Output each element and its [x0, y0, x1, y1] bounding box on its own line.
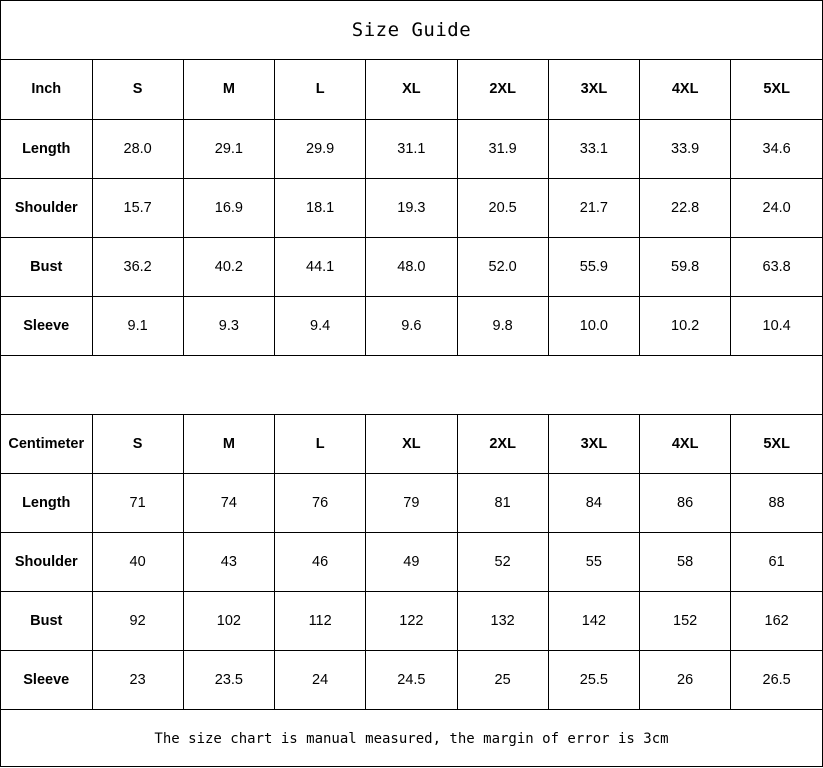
table-cell: 44.1 — [275, 237, 366, 296]
table-cell: 132 — [457, 592, 548, 651]
size-header: 4XL — [640, 415, 731, 474]
table-cell: 48.0 — [366, 237, 457, 296]
table-cell: 9.4 — [275, 296, 366, 355]
table-cell: 86 — [640, 474, 731, 533]
table-header-row — [1, 415, 822, 474]
table-cell: 24.0 — [731, 178, 822, 237]
table-row — [1, 474, 822, 533]
table-cell: 22.8 — [640, 178, 731, 237]
table-row — [1, 237, 822, 296]
table-cell: 19.3 — [366, 178, 457, 237]
table-cell: 25.5 — [548, 651, 639, 710]
table-cell: 24.5 — [366, 651, 457, 710]
table-cell: 9.8 — [457, 296, 548, 355]
table-cell: 16.9 — [183, 178, 274, 237]
size-header: XL — [366, 60, 457, 119]
table-cell: 122 — [366, 592, 457, 651]
size-header: XL — [366, 415, 457, 474]
row-label: Sleeve — [1, 651, 92, 710]
size-header: 3XL — [548, 415, 639, 474]
table-row — [1, 533, 822, 592]
table-cell: 18.1 — [275, 178, 366, 237]
size-header: L — [275, 415, 366, 474]
table-cell: 59.8 — [640, 237, 731, 296]
table-cell: 29.9 — [275, 119, 366, 178]
unit-label-inch: Inch — [1, 60, 92, 119]
table-cell: 25 — [457, 651, 548, 710]
table-row — [1, 178, 822, 237]
table-row — [1, 592, 822, 651]
table-cell: 88 — [731, 474, 822, 533]
table-cell: 31.9 — [457, 119, 548, 178]
size-header: 2XL — [457, 415, 548, 474]
table-cell: 63.8 — [731, 237, 822, 296]
table-cell: 10.4 — [731, 296, 822, 355]
row-label: Shoulder — [1, 178, 92, 237]
row-label: Shoulder — [1, 533, 92, 592]
row-label: Bust — [1, 237, 92, 296]
table-cell: 10.2 — [640, 296, 731, 355]
table-cell: 84 — [548, 474, 639, 533]
table-cell: 49 — [366, 533, 457, 592]
size-header: M — [183, 60, 274, 119]
table-cell: 24 — [275, 651, 366, 710]
table-cell: 23.5 — [183, 651, 274, 710]
size-header: 3XL — [548, 60, 639, 119]
table-cell: 40 — [92, 533, 183, 592]
table-cell: 43 — [183, 533, 274, 592]
table-cell: 52 — [457, 533, 548, 592]
size-header: 4XL — [640, 60, 731, 119]
table-cell: 61 — [731, 533, 822, 592]
table-cell: 55.9 — [548, 237, 639, 296]
table-cell: 81 — [457, 474, 548, 533]
table-cell: 52.0 — [457, 237, 548, 296]
measurement-footnote: The size chart is manual measured, the margin of error is 3cm — [154, 731, 669, 747]
table-cell: 112 — [275, 592, 366, 651]
table-cell: 10.0 — [548, 296, 639, 355]
table-cell: 29.1 — [183, 119, 274, 178]
table-cell: 33.1 — [548, 119, 639, 178]
table-cell: 23 — [92, 651, 183, 710]
size-header: 5XL — [731, 60, 822, 119]
table-row — [1, 119, 822, 178]
table-cell: 9.6 — [366, 296, 457, 355]
table-cell: 9.1 — [92, 296, 183, 355]
size-header: 2XL — [457, 60, 548, 119]
table-cell: 31.1 — [366, 119, 457, 178]
table-cell: 76 — [275, 474, 366, 533]
row-label: Length — [1, 119, 92, 178]
table-cell: 34.6 — [731, 119, 822, 178]
inch-size-table — [1, 60, 822, 356]
table-cell: 71 — [92, 474, 183, 533]
row-label: Sleeve — [1, 296, 92, 355]
table-cell: 55 — [548, 533, 639, 592]
size-header: L — [275, 60, 366, 119]
size-header: S — [92, 415, 183, 474]
table-row — [1, 296, 822, 355]
centimeter-size-table — [1, 415, 822, 711]
table-cell: 15.7 — [92, 178, 183, 237]
row-label: Bust — [1, 592, 92, 651]
table-cell: 142 — [548, 592, 639, 651]
table-cell: 79 — [366, 474, 457, 533]
size-header: 5XL — [731, 415, 822, 474]
table-spacer — [1, 356, 822, 415]
table-cell: 9.3 — [183, 296, 274, 355]
table-cell: 26 — [640, 651, 731, 710]
table-cell: 58 — [640, 533, 731, 592]
table-cell: 33.9 — [640, 119, 731, 178]
table-cell: 74 — [183, 474, 274, 533]
table-cell: 26.5 — [731, 651, 822, 710]
unit-label-centimeter: Centimeter — [1, 415, 92, 474]
table-cell: 40.2 — [183, 237, 274, 296]
table-header-row — [1, 60, 822, 119]
table-cell: 102 — [183, 592, 274, 651]
table-cell: 92 — [92, 592, 183, 651]
page-title: Size Guide — [1, 1, 822, 60]
table-cell: 28.0 — [92, 119, 183, 178]
table-cell: 46 — [275, 533, 366, 592]
table-row — [1, 651, 822, 710]
table-cell: 162 — [731, 592, 822, 651]
table-cell: 36.2 — [92, 237, 183, 296]
table-cell: 152 — [640, 592, 731, 651]
table-cell: 21.7 — [548, 178, 639, 237]
row-label: Length — [1, 474, 92, 533]
size-header: S — [92, 60, 183, 119]
size-header: M — [183, 415, 274, 474]
table-cell: 20.5 — [457, 178, 548, 237]
